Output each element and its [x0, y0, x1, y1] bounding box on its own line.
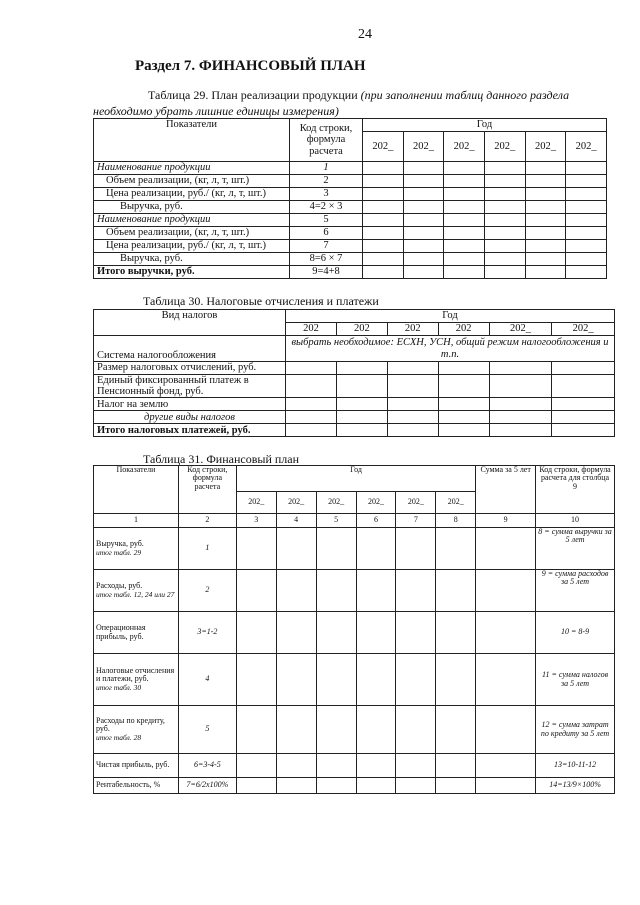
year-cell: 202_ [236, 492, 276, 514]
row-label: Цена реализации, руб./ (кг, л, т, шт.) [94, 188, 290, 201]
table-29 [93, 118, 607, 279]
row-code: 4=2 × 3 [290, 201, 363, 214]
row-label-cell [94, 528, 179, 570]
row-label: Итого налоговых платежей, руб. [94, 424, 286, 437]
table-row [94, 424, 615, 437]
table-row [94, 362, 615, 375]
col-number: 8 [436, 514, 476, 528]
col-number: 1 [94, 514, 179, 528]
table-row [94, 227, 607, 240]
table-30 [93, 309, 615, 437]
row-label: Наименование продукции [94, 214, 290, 227]
col-number: 3 [236, 514, 276, 528]
col-number: 4 [276, 514, 316, 528]
table-31 [93, 465, 615, 794]
table-row [94, 570, 615, 612]
row-label-cell [94, 778, 179, 794]
row-label: Итого выручки, руб. [94, 266, 290, 279]
table-row [94, 175, 607, 188]
row-code: 5 [178, 706, 236, 754]
year-cell: 202_ [489, 323, 552, 336]
row-code: 1 [178, 528, 236, 570]
table-row [94, 253, 607, 266]
header-code: Код строки, формула расчета [290, 119, 363, 162]
row-code: 7 [290, 240, 363, 253]
row-source: итог табл. 29 [96, 547, 142, 557]
row-label-cell [94, 706, 179, 754]
row-label: Единый фиксированный платеж в Пенсионный фонд, руб. [94, 375, 286, 398]
table-row [94, 375, 615, 398]
row-code: 6=3-4-5 [178, 754, 236, 778]
row-label: Рентабельность, % [96, 780, 161, 790]
year-cell: 202_ [363, 132, 404, 162]
year-cell: 202 [336, 323, 387, 336]
column-number-row [94, 514, 615, 528]
year-cell: 202_ [356, 492, 396, 514]
col-number: 9 [476, 514, 536, 528]
table-row [94, 336, 615, 362]
row-formula: 12 = сумма затрат по кредиту за 5 лет [536, 706, 615, 754]
row-label: Выручка, руб. [96, 539, 144, 549]
table29-note: (при заполнении таблиц данного раздела [360, 88, 570, 102]
row-formula: 11 = сумма налогов за 5 лет [536, 654, 615, 706]
header-indicators: Показатели [94, 466, 179, 514]
table30-caption: Таблица 30. Налоговые отчисления и платежи [143, 294, 379, 308]
col-number: 2 [178, 514, 236, 528]
row-code: 4 [178, 654, 236, 706]
row-label: другие виды налогов [94, 411, 286, 424]
header-sum-5-years: Сумма за 5 лет [476, 466, 536, 514]
year-cell: 202 [387, 323, 438, 336]
row-label: Система налогообложения [94, 336, 286, 362]
row-code: 3 [290, 188, 363, 201]
col-number: 10 [536, 514, 615, 528]
row-label: Цена реализации, руб./ (кг, л, т, шт.) [94, 240, 290, 253]
row-code: 2 [178, 570, 236, 612]
col-number: 6 [356, 514, 396, 528]
year-cell: 202_ [525, 132, 566, 162]
row-label: Налог на землю [94, 398, 286, 411]
table29-caption-line1 [148, 88, 569, 103]
header-indicators: Показатели [94, 119, 290, 162]
header-code-col9: Код строки, формула расчета для столбца 9 [536, 466, 615, 514]
row-source: итог табл. 12, 24 или 27 [96, 589, 175, 599]
row-label-cell [94, 612, 179, 654]
row-code: 9=4+8 [290, 266, 363, 279]
row-label: Выручка, руб. [94, 201, 290, 214]
header-year: Год [286, 310, 615, 323]
year-cell: 202_ [552, 323, 615, 336]
row-label: Выручка, руб. [94, 253, 290, 266]
table-row [94, 266, 607, 279]
table-row [94, 398, 615, 411]
table-row [94, 528, 615, 570]
row-code: 7=6/2х100% [178, 778, 236, 794]
year-cell: 202 [286, 323, 337, 336]
row-source: итог табл. 30 [96, 682, 142, 692]
row-label: Наименование продукции [94, 162, 290, 175]
header-tax-type: Вид налогов [94, 310, 286, 336]
header-code: Код строки, формула расчета [178, 466, 236, 514]
row-label: Налоговые отчисления и платежи, руб. [96, 665, 175, 684]
table-row [94, 162, 607, 175]
row-formula: 14=13/9×100% [536, 778, 615, 794]
table29-caption-line2 [93, 104, 339, 119]
section-title: Раздел 7. ФИНАНСОВЫЙ ПЛАН [135, 58, 366, 74]
table-row [94, 201, 607, 214]
header-year: Год [236, 466, 475, 492]
row-code: 3=1-2 [178, 612, 236, 654]
col-number: 5 [316, 514, 356, 528]
year-cell: 202 [438, 323, 489, 336]
table31-caption: Таблица 31. Финансовый план [143, 452, 300, 466]
year-cell: 202_ [436, 492, 476, 514]
row-label-cell [94, 754, 179, 778]
page-number: 24 [358, 27, 372, 42]
row-formula: 9 = сумма расходов за 5 лет [536, 570, 615, 612]
row-label: Размер налоговых отчислений, руб. [94, 362, 286, 375]
year-cell: 202_ [484, 132, 525, 162]
row-label: Расходы по кредиту, руб. [96, 715, 165, 734]
row-label-cell [94, 654, 179, 706]
row-formula: 13=10-11-12 [536, 754, 615, 778]
row-label: Объем реализации, (кг, л, т, шт.) [94, 175, 290, 188]
table29-caption: Таблица 29. План реализации продукции [148, 88, 358, 102]
table-row [94, 778, 615, 794]
col-number: 7 [396, 514, 436, 528]
year-cell: 202_ [403, 132, 444, 162]
table-row [94, 411, 615, 424]
table-row [94, 214, 607, 227]
table-row [94, 188, 607, 201]
year-cell: 202_ [316, 492, 356, 514]
row-label: Объем реализации, (кг, л, т, шт.) [94, 227, 290, 240]
row-code: 6 [290, 227, 363, 240]
table-row [94, 754, 615, 778]
row-label: Чистая прибыль, руб. [96, 760, 170, 770]
table-row [94, 706, 615, 754]
header-year: Год [363, 119, 607, 132]
row-label: Операционная прибыль, руб. [96, 623, 146, 641]
year-cell: 202_ [566, 132, 607, 162]
row-code: 5 [290, 214, 363, 227]
table29-note-cont: необходимо убрать лишние единицы измерения) [93, 104, 339, 118]
row-code: 8=6 × 7 [290, 253, 363, 266]
tax-system-hint: выбрать необходимое: ЕСХН, УСН, общий режим налогообложения и т.п. [286, 336, 615, 362]
row-code: 1 [290, 162, 363, 175]
row-formula: 8 = сумма выручки за 5 лет [536, 528, 615, 570]
row-formula: 10 = 8-9 [536, 612, 615, 654]
year-cell: 202_ [276, 492, 316, 514]
table-row [94, 654, 615, 706]
row-source: итог табл. 28 [96, 732, 142, 742]
year-cell: 202_ [444, 132, 485, 162]
table-row [94, 612, 615, 654]
table-row [94, 240, 607, 253]
row-label-cell [94, 570, 179, 612]
row-code: 2 [290, 175, 363, 188]
year-cell: 202_ [396, 492, 436, 514]
row-label: Расходы, руб. [96, 581, 143, 591]
